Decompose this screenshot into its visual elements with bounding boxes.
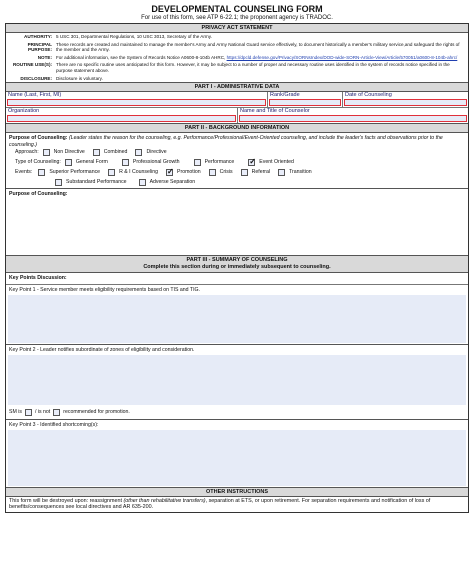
privacy-value [56,55,468,61]
option-label: Substandard Performance [66,179,127,186]
date-field[interactable] [344,99,467,106]
event-transition[interactable] [278,168,312,177]
part3-header [6,256,468,273]
privacy-section [6,33,468,82]
kp2-textarea[interactable] [8,355,466,405]
checkbox[interactable] [209,169,216,176]
option-label: Superior Performance [49,169,101,176]
checkbox[interactable] [108,169,115,176]
name-cell [6,92,268,107]
privacy-label: DISCLOSURE: [20,75,52,81]
privacy-label: ROUTINE USE(S): [12,62,52,68]
option-label: Adverse Separation [149,179,196,186]
other-text-b: (other than rehabilitative transfers) [123,497,206,504]
rank-cell [268,92,343,107]
name-label: Name (Last, First, MI) [8,92,62,99]
org-field[interactable] [7,115,236,122]
key-point-2 [6,345,468,354]
purpose-instruction-hint: (Leader states the reason for the counseling, e.g. Performance/Professional/Event-Oriented counseling, and include the leader's facts and observations prior to the counseling.) [9,135,443,148]
events-row2 [6,178,468,188]
approach-option-directive[interactable] [135,148,166,157]
part3-heading: PART III - SUMMARY OF COUNSELING [186,256,288,263]
key-point-3 [6,420,468,429]
other-text-a: This form will be destroyed upon: reassignment [9,497,124,504]
type-option-event[interactable] [248,158,294,167]
rank-field[interactable] [269,99,341,106]
privacy-value: Disclosure is voluntary. [56,75,103,81]
event-substandard[interactable] [55,178,127,187]
other-text-c: , separation at ETS, or upon retirement. For separation requirements and notification of loss of benefits/consequences see local directives and AR 635-200. [9,497,431,511]
privacy-row-purpose [6,41,468,54]
recommended-label: recommended for promotion. [63,408,130,415]
counselor-field[interactable] [239,115,467,122]
event-ri[interactable] [108,168,158,177]
other-heading: OTHER INSTRUCTIONS [6,488,468,497]
checkbox[interactable] [65,159,72,166]
event-promotion[interactable] [166,168,201,177]
kp3-textarea[interactable] [8,430,466,486]
kp2-label: Key Point 2 - [9,346,39,353]
kp3-label: Key Point 3 - [9,421,39,428]
privacy-label: NOTE: [37,54,52,60]
privacy-row-disclosure [6,75,468,83]
checkbox[interactable] [194,159,201,166]
checkbox[interactable] [38,169,45,176]
privacy-label: PRINCIPAL PURPOSE: [27,41,52,53]
option-label: Performance [204,159,235,166]
is-not-checkbox[interactable] [53,409,60,416]
checkbox[interactable] [139,179,146,186]
events-row1 [6,168,468,178]
kp3-text: Identified shortcoming(s): [40,421,99,428]
kp1-label: Key Point 1 - [9,286,39,293]
checkbox[interactable] [55,179,62,186]
part1-heading: PART I - ADMINISTRATIVE DATA [6,83,468,92]
org-cell [6,108,238,123]
org-label: Organization [8,108,40,115]
key-points-label: Key Points Discussion: [6,273,468,285]
event-superior[interactable] [38,168,100,177]
privacy-value: There are no specific routine uses anticipated for this form. However, it may be subject to a number of proper and necessary routine uses identified in the system of records notice specified in the purpose statement above. [56,62,450,73]
event-adverse[interactable] [139,178,196,187]
checkbox[interactable] [93,149,100,156]
name-field[interactable] [7,99,266,106]
events-label: Events: [15,169,33,176]
option-label: Directive [146,149,167,156]
option-label: Crisis [219,169,233,176]
event-referral[interactable] [241,168,270,177]
form-title: DEVELOPMENTAL COUNSELING FORM [151,4,323,14]
option-label: General Form [75,159,108,166]
date-label: Date of Counseling [345,92,392,99]
type-label: Type of Counseling: [15,159,61,166]
privacy-label: AUTHORITY: [24,34,52,39]
purpose-instruction-label: Purpose of Counseling: [9,135,68,142]
privacy-note-text: For additional information, see the System of Records Notice A0600-8-104b AHRC, [56,54,226,60]
checkbox-checked[interactable] [248,159,255,166]
checkbox[interactable] [278,169,285,176]
counselor-label: Name and Title of Counselor [240,108,310,115]
counselor-cell [238,108,468,123]
other-instructions-text [6,497,468,512]
option-label: Event Oriented [259,159,294,166]
purpose-box-label: Purpose of Counseling: [9,190,68,197]
option-label: Non Directive [53,149,85,156]
sm-is-label: SM is [9,408,22,415]
type-option-professional[interactable] [122,158,180,167]
sorn-link[interactable]: https://dpcld.defense.gov/Privacy/SORNsIndex/DOD-wide-SORN-Article-View/Article/570051/a0600-8-104b-ahrc/ [226,54,458,60]
option-label: Referral [251,169,271,176]
approach-label: Approach: [15,149,39,156]
option-label: Professional Growth [132,159,180,166]
checkbox[interactable] [43,149,50,156]
part3-subheading: Complete this section during or immediately subsequent to counseling. [143,263,331,270]
checkbox[interactable] [135,149,142,156]
option-label: R & I Counseling [119,169,158,176]
option-label: Transition [289,169,312,176]
privacy-row-note [6,54,468,62]
part1-row1 [6,92,468,108]
date-cell [343,92,468,107]
kp1-text: Service member meets eligibility requirements based on TIS and TIG. [40,286,200,293]
purpose-box[interactable] [6,189,468,255]
is-checkbox[interactable] [25,409,32,416]
privacy-heading: PRIVACY ACT STATEMENT [6,24,468,33]
part1-row2 [6,108,468,123]
privacy-row-routine [6,61,468,74]
is-not-label: / is not [34,408,51,415]
rank-label: Rank/Grade [270,92,300,99]
privacy-value: 5 USC 301, Departmental Regulations, 10 USC 3013, Secretary of the Army. [56,34,212,39]
purpose-instruction [6,133,468,148]
option-label: Combined [103,149,128,156]
kp2-text: Leader notifies subordinate of zones of eligibility and consideration. [40,346,195,353]
promotion-recommend-row [6,406,468,419]
approach-option-nondirective[interactable] [43,148,85,157]
approach-row [6,148,468,158]
type-row [6,158,468,168]
checkbox[interactable] [241,169,248,176]
approach-option-combined[interactable] [93,148,128,157]
part2-heading: PART II - BACKGROUND INFORMATION [6,124,468,133]
type-option-general[interactable] [65,158,108,167]
kp1-textarea[interactable] [8,295,466,343]
type-option-performance[interactable] [194,158,235,167]
counseling-form [5,4,469,588]
checkbox-checked[interactable] [166,169,173,176]
privacy-value: These records are created and maintained to manage the member's Army and Army National Guard service effectively, to document historically a member's military service,and safeguard the rights of the member and the Army. [56,41,460,53]
option-label: Promotion [177,169,201,176]
form-subtitle: For use of this form, see ATP 6-22.1; the proponent agency is TRADOC. [141,15,333,21]
checkbox[interactable] [122,159,129,166]
key-point-1 [6,285,468,294]
form-frame [5,23,469,513]
event-crisis[interactable] [209,168,233,177]
privacy-row-authority [6,33,468,41]
